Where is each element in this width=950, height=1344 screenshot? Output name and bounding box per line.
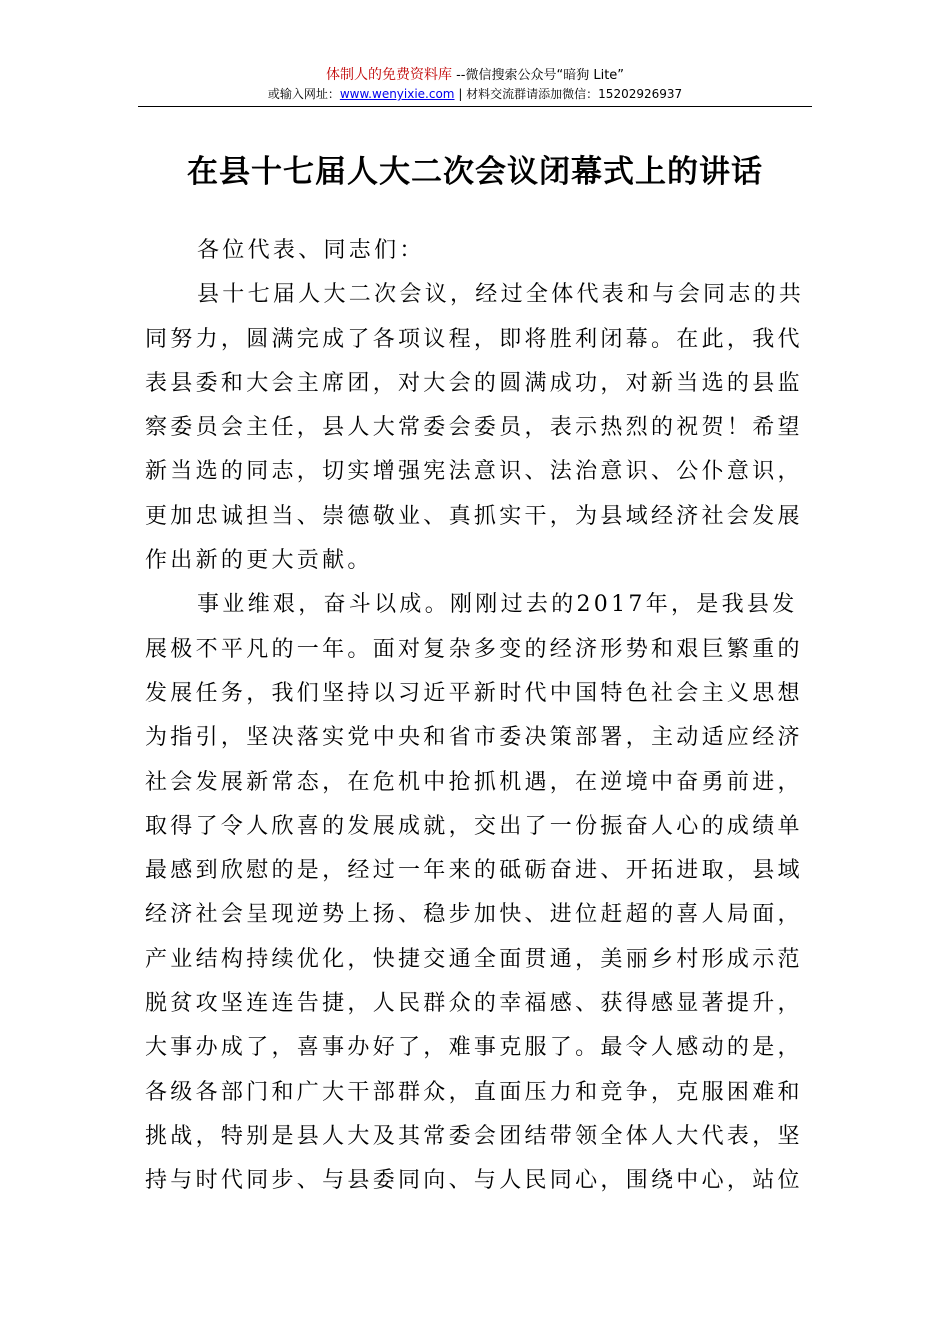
body-line: 取得了令人欣喜的发展成就，交出了一份振奋人心的成绩单 [145, 813, 803, 839]
body-line: 为指引，坚决落实党中央和省市委决策部署，主动适应经济 [145, 725, 803, 751]
contact-info: | 材料交流群请添加微信：15202926937 [454, 87, 683, 101]
body-line: 脱贫攻坚连连告捷，人民群众的幸福感、获得感显著提升， [145, 991, 803, 1017]
body-line: 社会发展新常态，在危机中抢抓机遇，在逆境中奋勇前进， [145, 769, 803, 795]
header-divider [138, 106, 812, 107]
body-line: 各级各部门和广大干部群众，直面压力和竞争，克服困难和 [145, 1079, 803, 1105]
body-line: 表县委和大会主席团，对大会的圆满成功，对新当选的县监 [145, 370, 803, 396]
body-line: 察委员会主任，县人大常委会委员，表示热烈的祝贺！希望 [145, 415, 803, 441]
body-line: 产业结构持续优化，快捷交通全面贯通，美丽乡村形成示范 [145, 946, 803, 972]
header-line-2 [138, 86, 812, 103]
site-name: 体制人的免费资料库 [325, 67, 452, 83]
wechat-hint: --微信搜索公众号“暗狗 Lite” [451, 68, 625, 83]
body-line: 作出新的更大贡献。 [145, 548, 373, 574]
body-line-salutation: 各位代表、同志们： [197, 238, 425, 263]
header-line-1 [138, 66, 812, 85]
url-prefix: 或输入网址： [267, 87, 340, 101]
body-line: 最感到欣慰的是，经过一年来的砥砺奋进、开拓进取，县域 [145, 858, 803, 884]
document-body [145, 229, 810, 1204]
body-line: 事业维艰，奋斗以成。刚刚过去的2017年，是我县发 [197, 592, 798, 618]
body-line: 发展任务，我们坚持以习近平新时代中国特色社会主义思想 [145, 680, 803, 706]
page-header [138, 66, 812, 103]
website-link[interactable]: www.wenyixie.com [339, 87, 455, 101]
body-line: 展极不平凡的一年。面对复杂多变的经济形势和艰巨繁重的 [145, 636, 803, 662]
body-line: 新当选的同志，切实增强宪法意识、法治意识、公仆意识， [145, 459, 803, 485]
body-line: 持与时代同步、与县委同向、与人民同心，围绕中心，站位 [145, 1168, 803, 1194]
body-line: 挑战，特别是县人大及其常委会团结带领全体人大代表，坚 [145, 1123, 803, 1149]
body-line: 经济社会呈现逆势上扬、稳步加快、进位赶超的喜人局面， [145, 902, 803, 928]
body-line: 更加忠诚担当、崇德敬业、真抓实干，为县域经济社会发展 [145, 503, 803, 529]
body-line: 大事办成了，喜事办好了，难事克服了。最令人感动的是， [145, 1035, 803, 1061]
document-title: 在县十七届人大二次会议闭幕式上的讲话 [187, 154, 763, 190]
body-line: 县十七届人大二次会议，经过全体代表和与会同志的共 [197, 282, 805, 308]
body-line: 同努力，圆满完成了各项议程，即将胜利闭幕。在此，我代 [145, 326, 803, 352]
